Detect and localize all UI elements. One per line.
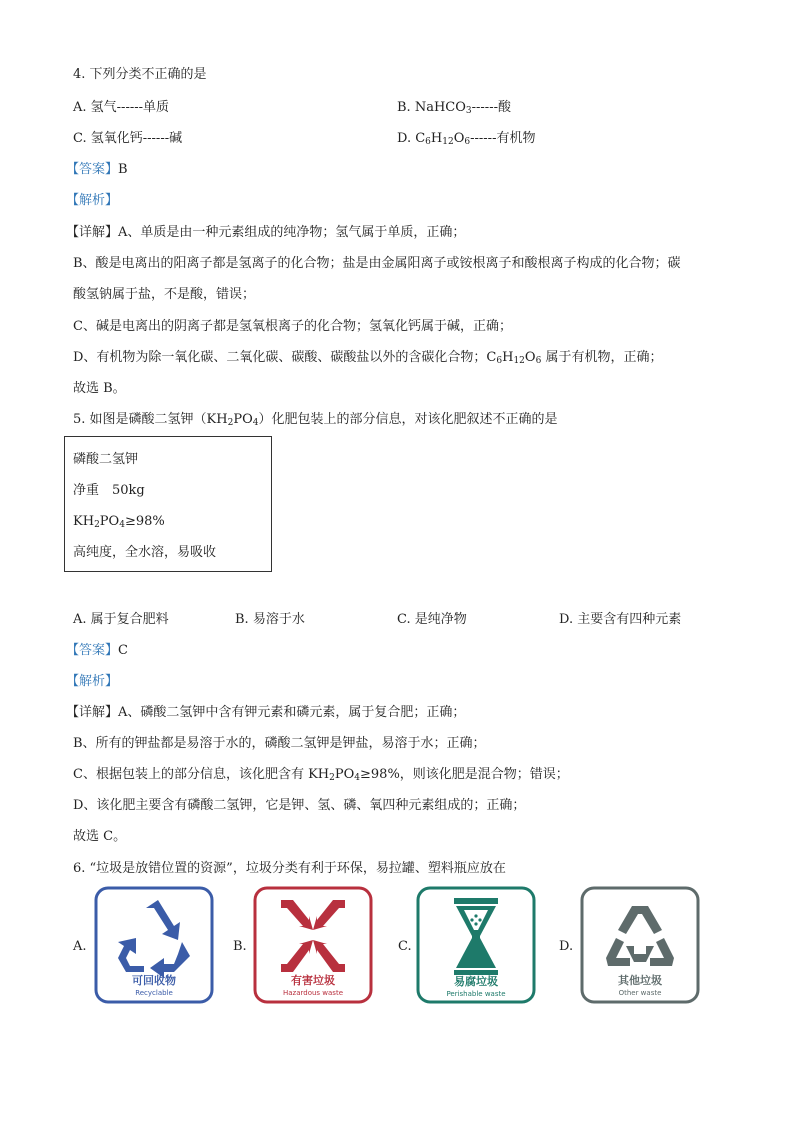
q4-detail-a-text: A、单质是由一种元素组成的纯净物；氢气属于单质，正确； [118, 225, 466, 240]
label-purity-m1: PO [99, 514, 120, 529]
label-weight: 净重 50kg [73, 483, 145, 498]
q5-stem-pre: 5. 如图是磷酸二氢钾（KH [73, 412, 228, 427]
q4-option-d-pre: D. C [397, 131, 426, 146]
q5-stem-s2: 4 [252, 418, 259, 428]
q5-detail-a-text: A、磷酸二氢钾中含有钾元素和磷元素，属于复合肥；正确； [118, 705, 466, 720]
q4-option-b-pre: B. NaHCO [397, 100, 466, 115]
q4-detail-d-m2: O [524, 350, 536, 365]
q4-option-b [397, 99, 511, 117]
q4-detail-d-post: 属于有机物，正确； [541, 350, 663, 365]
q5-detail-label: 【详解】 [66, 705, 119, 720]
q4-detail-d-s1: 6 [496, 356, 503, 366]
q5-detail-c-m1: PO [334, 767, 355, 782]
q5-stem-s1: 2 [227, 418, 234, 428]
q5-detail-c-post: ≥98%，则该化肥是混合物；错误； [360, 767, 569, 782]
bin-recyclable-en: Recyclable [135, 989, 173, 997]
bin-perishable-cn: 易腐垃圾 [454, 975, 498, 988]
q4-option-d-post: ------有机物 [470, 131, 536, 146]
q4-answer-label: 【答案】 [66, 162, 119, 177]
q4-detail-d-s3: 6 [535, 356, 542, 366]
q4-option-d [397, 130, 535, 148]
bin-hazardous-cn: 有害垃圾 [291, 974, 335, 987]
q5-stem-post: ）化肥包装上的部分信息，对该化肥叙述不正确的是 [258, 412, 558, 427]
bin-other [580, 886, 700, 1004]
bin-other-en: Other waste [618, 989, 662, 997]
q5-conclusion: 故选 C。 [73, 829, 127, 844]
bin-hazardous [253, 886, 373, 1004]
q4-detail-d-m1: H [502, 350, 514, 365]
q5-detail-c [73, 766, 569, 784]
q5-option-c: C. 是纯净物 [397, 612, 467, 627]
q4-option-d-m1: H [430, 131, 443, 146]
bin-d-letter: D. [559, 939, 574, 954]
q5-answer [66, 642, 128, 660]
q5-option-d: D. 主要含有四种元素 [559, 612, 682, 627]
q4-detail-d-s2: 12 [513, 356, 525, 366]
q4-detail-b2: 酸氢钠属于盐，不是酸，错误； [73, 287, 256, 302]
fertilizer-label-box [64, 436, 272, 572]
q6-stem: 6. “垃圾是放错位置的资源”，垃圾分类有利于环保，易拉罐、塑料瓶应放在 [73, 861, 506, 876]
q4-analysis-label: 【解析】 [66, 193, 119, 208]
q4-answer-value: B [118, 162, 128, 177]
q5-option-b: B. 易溶于水 [235, 612, 305, 627]
bin-b-letter: B. [233, 939, 247, 954]
q4-detail-label: 【详解】 [66, 225, 119, 240]
bin-c-letter: C. [398, 939, 412, 954]
label-purity-s2: 4 [119, 520, 125, 530]
q4-answer [66, 161, 128, 179]
bin-perishable-en: Perishable waste [446, 990, 506, 998]
label-name: 磷酸二氢钾 [73, 452, 139, 467]
q5-detail-b: B、所有的钾盐都是易溶于水的，磷酸二氢钾是钾盐，易溶于水；正确； [73, 736, 486, 751]
q4-stem: 4. 下列分类不正确的是 [73, 67, 207, 82]
q5-answer-value: C [118, 643, 128, 658]
bin-other-cn: 其他垃圾 [618, 974, 662, 987]
q4-option-d-m2: O [453, 131, 465, 146]
q4-option-b-sub: 3 [465, 106, 472, 116]
q5-detail-d: D、该化肥主要含有磷酸二氢钾，它是钾、氢、磷、氧四种元素组成的；正确； [73, 798, 526, 813]
q4-option-c: C. 氢氧化钙------碱 [73, 131, 183, 146]
bin-recyclable-cn: 可回收物 [132, 974, 176, 987]
q4-option-a: A. 氢气------单质 [73, 100, 170, 115]
q5-stem [73, 411, 557, 429]
q5-analysis-label: 【解析】 [66, 674, 119, 689]
q5-stem-m1: PO [233, 412, 253, 427]
q4-option-b-post: ------酸 [471, 100, 511, 115]
q5-detail-c-s2: 4 [354, 773, 361, 783]
bin-recyclable [94, 886, 214, 1004]
bin-hazardous-en: Hazardous waste [282, 989, 344, 997]
q4-option-d-s1: 6 [425, 137, 431, 147]
q4-detail-a [66, 224, 465, 242]
q4-conclusion: 故选 B。 [73, 381, 126, 396]
label-desc: 高纯度，全水溶，易吸收 [73, 545, 217, 560]
q5-detail-c-s1: 2 [329, 773, 335, 783]
bin-perishable [416, 886, 536, 1004]
bin-a-letter: A. [73, 939, 87, 954]
label-purity-s1: 2 [94, 520, 100, 530]
q5-answer-label: 【答案】 [66, 643, 119, 658]
q5-option-a: A. 属于复合肥料 [73, 612, 169, 627]
label-purity [73, 513, 165, 531]
q4-detail-c: C、碱是电离出的阴离子都是氢氧根离子的化合物；氢氧化钙属于碱，正确； [73, 319, 512, 334]
q4-detail-d [73, 349, 662, 367]
q5-detail-a [66, 704, 465, 722]
label-purity-post: ≥98% [124, 514, 165, 529]
q5-detail-c-pre: C、根据包装上的部分信息，该化肥含有 KH [73, 767, 330, 782]
label-purity-pre: KH [73, 514, 95, 529]
q4-option-d-s2: 12 [442, 137, 454, 147]
q4-detail-d-pre: D、有机物为除一氧化碳、二氧化碳、碳酸、碳酸盐以外的含碳化合物；C [73, 350, 497, 365]
q4-option-d-s3: 6 [464, 137, 471, 147]
q4-detail-b1: B、酸是电离出的阳离子都是氢离子的化合物；盐是由金属阳离子或铵根离子和酸根离子构成的化合物；碳 [73, 256, 681, 271]
